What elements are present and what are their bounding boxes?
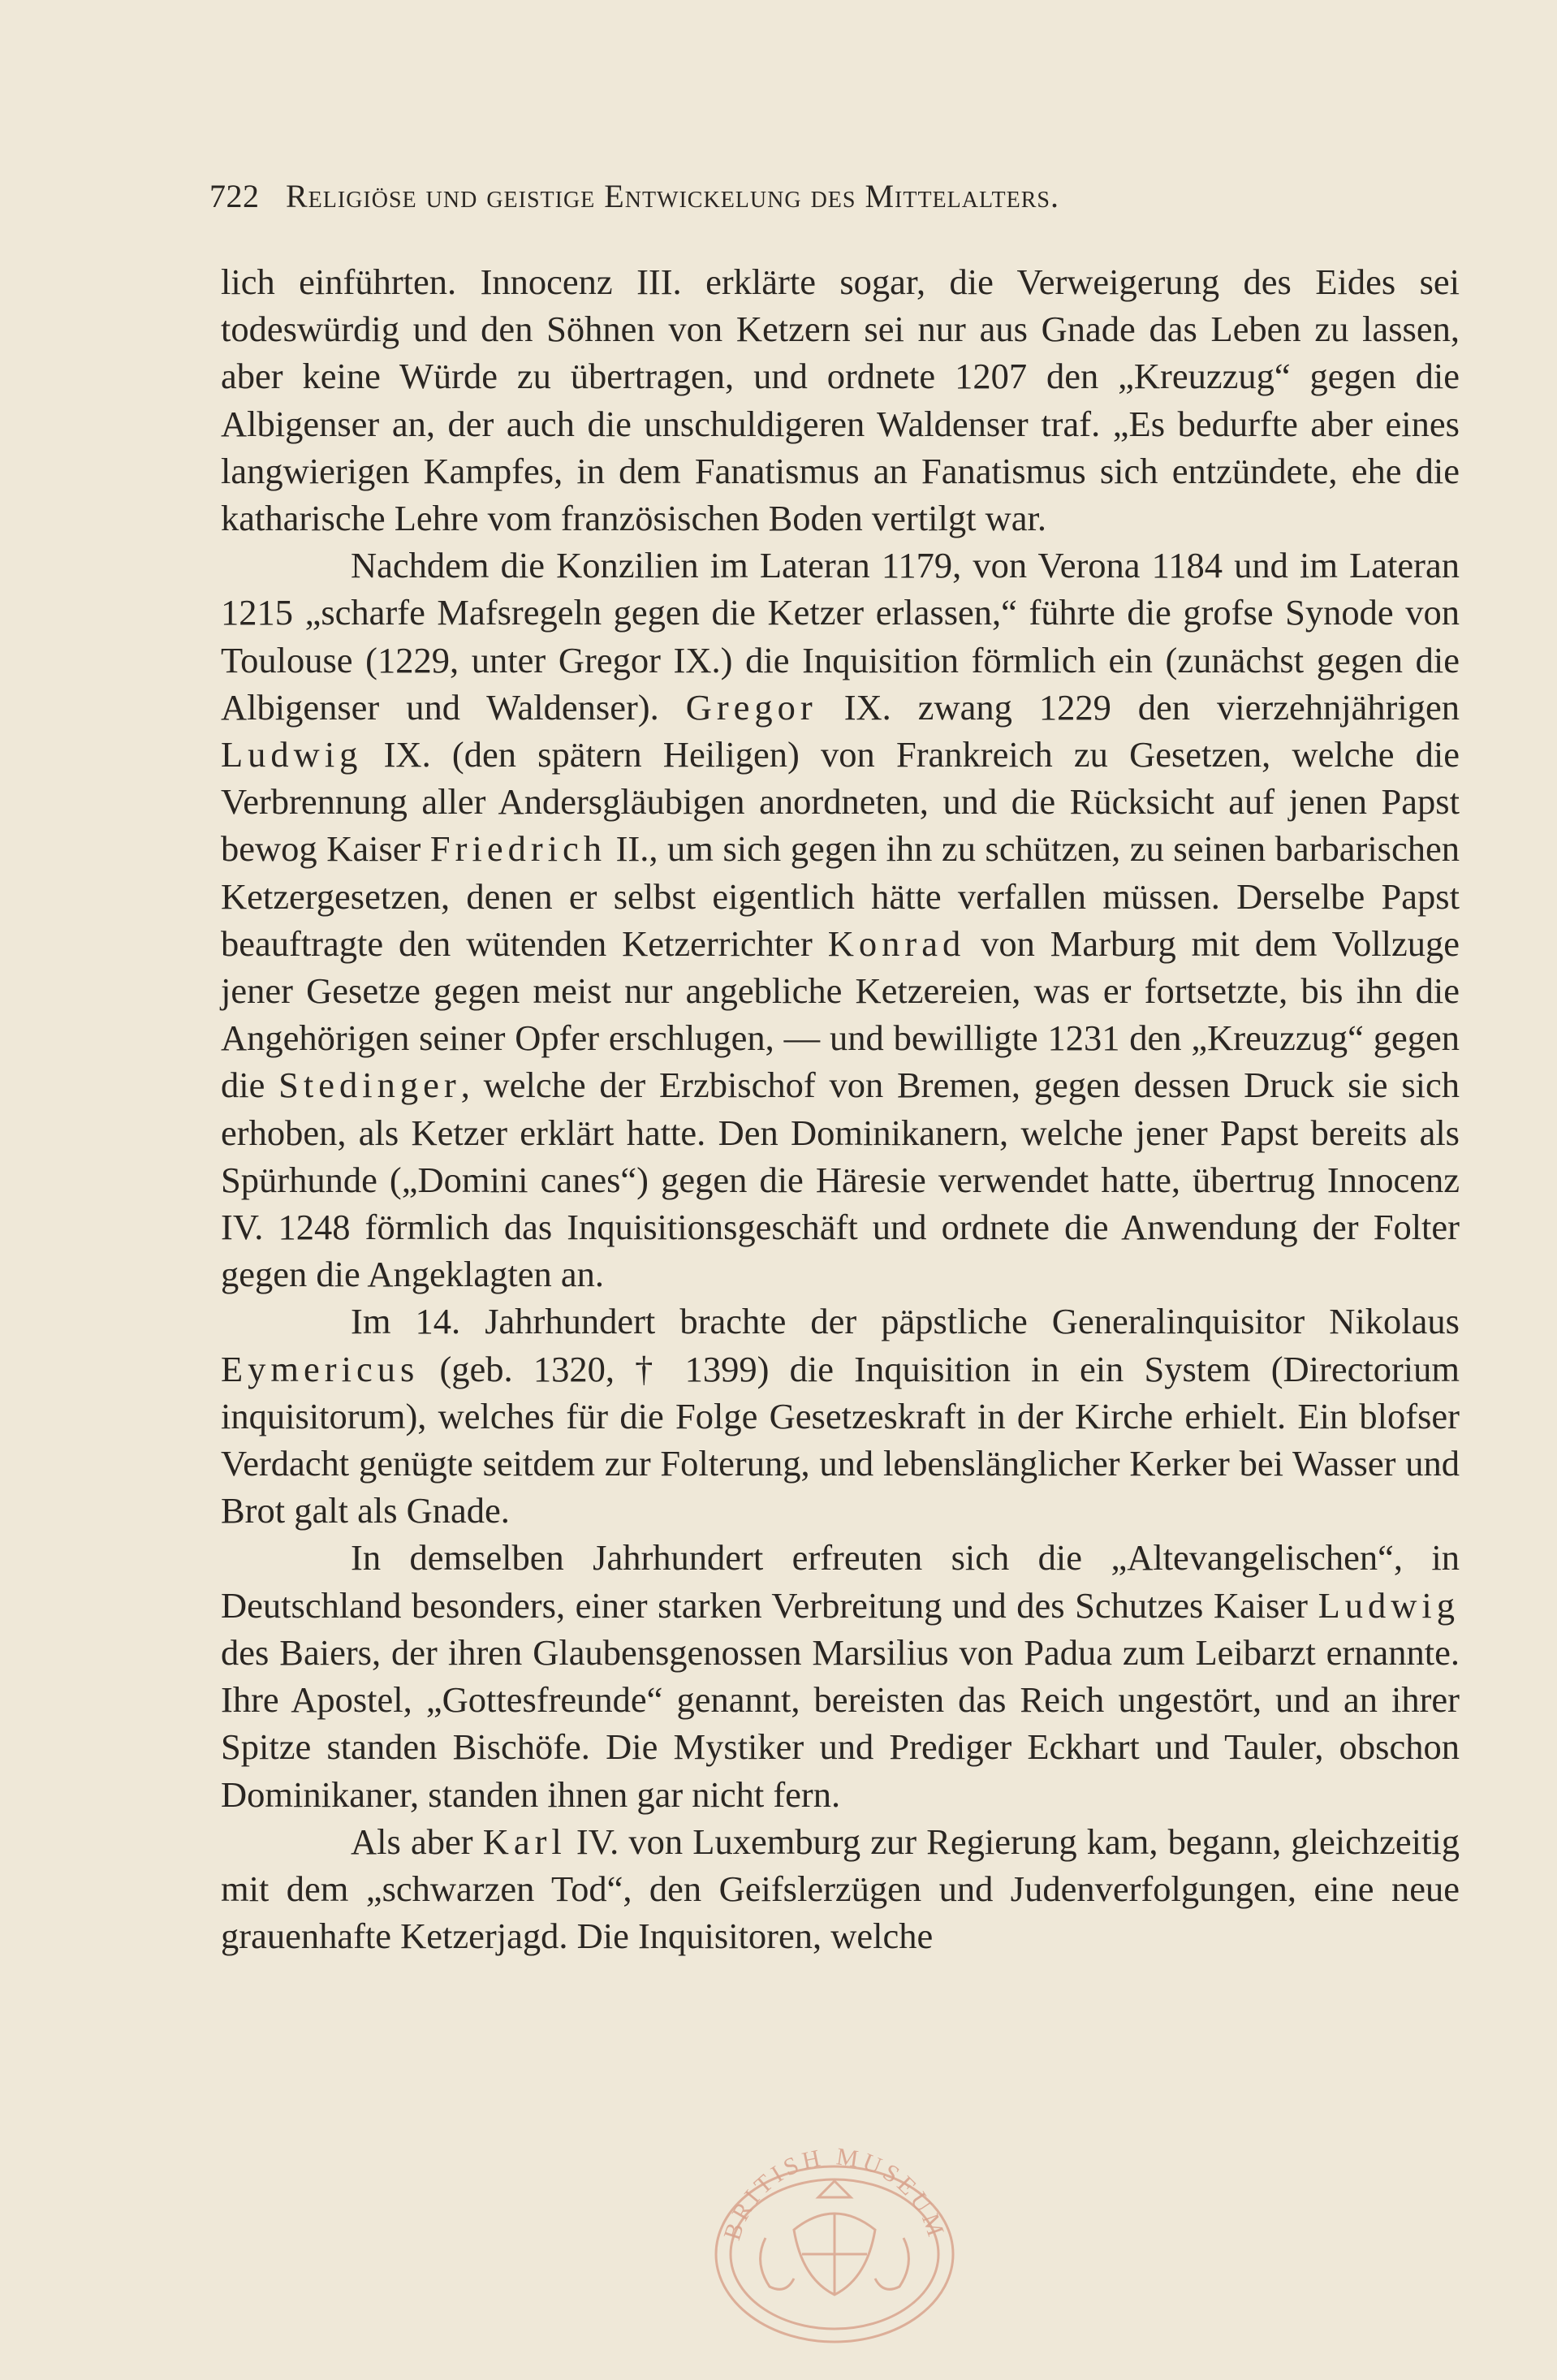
paragraph [221,1818,1460,1960]
spaced-name: Konrad [827,922,966,964]
paragraph [221,258,1460,542]
text-run: , welche der Erzbischof von Bremen, gegen dessen Druck sie sich erhoben, als Ketzer erklärt hatte. Den Dominikanern, welche jener Papst bereits als Spürhunde („Domini canes“) gegen die Häresie verwendet hatte, übertrug Innocenz IV. 1248 förmlich das Inquisitionsgeschäft und ordnete die Anwendung der Folter gegen die Angeklagten an. [221,1065,1460,1295]
library-stamp [705,2140,964,2343]
body-text [221,258,1460,1959]
text-run: IX. zwang 1229 den vierzehnjährigen [817,686,1460,728]
spaced-name: Gregor [685,686,817,728]
spaced-name: Ludwig [1318,1584,1460,1626]
spaced-name: Karl [482,1821,567,1862]
spaced-name: Friedrich [429,828,607,870]
paragraph [221,1534,1460,1817]
running-title: Religiöse und geistige Entwickelung des Mittelalters. [286,178,1059,214]
text-run: Nachdem die Konzilien im Lateran 1179, von Verona 1184 und im Lateran 1215 „scharfe Mafsregeln gegen die Ketzer erlassen,“ führte die grofse Synode von Toulouse (1229, unter Gregor IX.) die Inquisition förmlich ein (zunächst gegen die Albigenser und Waldenser). [221,545,1460,728]
spaced-name: Eymericus [221,1348,420,1389]
spaced-name: Stedinger [278,1065,461,1106]
text-run: IX. (den spätern Heiligen) von Frankreich zu Gesetzen, welche die Verbrennung aller Andersgläubigen anordneten, und die Rücksicht auf jenen Papst bewog Kaiser [221,734,1460,870]
text-run: In demselben Jahrhundert erfreuten sich die „Altevangelischen“, in Deutschland besonders, einer starken Verbreitung und des Schutzes Kaiser [221,1537,1460,1626]
text-run: von Marburg mit dem Vollzuge jener Gesetze gegen meist nur angebliche Ketzereien, was er fortsetzte, bis ihn die Angehörigen seiner Opfer erschlugen, — und bewilligte 1231 den „Kreuzzug“ gegen die [221,922,1460,1106]
text-run: (geb. 1320, † 1399) die Inquisition in ein System (Directorium inquisitorum), welches für die Folge Gesetzeskraft in der Kirche erhielt. Ein blofser Verdacht genügte seitdem zur Folterung, und lebenslänglicher Kerker bei Wasser und Brot galt als Gnade. [221,1348,1460,1531]
text-run: Im 14. Jahrhundert brachte der päpstliche Generalinquisitor Nikolaus [351,1301,1460,1342]
spaced-name: Ludwig [221,734,363,775]
text-run: II., um sich gegen ihn zu schützen, zu seinen barbarischen Ketzergesetzen, denen er selbst eigentlich hätte verfallen müssen. Derselbe Papst beauftragte den wütenden Ketzerrichter [221,828,1460,964]
paragraph [221,1298,1460,1534]
page-number: 722 [209,178,260,214]
text-run: IV. von Luxemburg zur Regierung kam, begann, gleichzeitig mit dem „schwarzen Tod“, den Geifslerzügen und Judenverfolgungen, eine neue grauenhafte Ketzerjagd. Die Inquisitoren, welche [221,1821,1460,1957]
text-run: des Baiers, der ihren Glaubensgenossen Marsilius von Padua zum Leibarzt ernannte. Ihre Apostel, „Gottesfreunde“ genannt, bereisten das Reich ungestört, und an ihrer Spitze standen Bischöfe. Die Mystiker und Prediger Eckhart und Tauler, obschon Dominikaner, standen ihnen gar nicht fern. [221,1631,1460,1815]
stamp-text: BRITISH MUSEUM [718,2143,951,2244]
paragraph [221,542,1460,1298]
text-run: lich einführten. Innocenz III. erklärte sogar, die Verweigerung des Eides sei todeswürdig und den Söhnen von Ketzern sei nur aus Gnade das Leben zu lassen, aber keine Würde zu übertragen, und ordnete 1207 den „Kreuzzug“ gegen die Albigenser an, der auch die unschuldigeren Waldenser traf. „Es bedurfte aber eines langwierigen Kampfes, in dem Fanatismus an Fanatismus sich entzündete, ehe die katharische Lehre vom französischen Boden vertilgt war. [221,261,1460,539]
text-run: Als aber [351,1821,483,1862]
running-header [209,177,1378,215]
